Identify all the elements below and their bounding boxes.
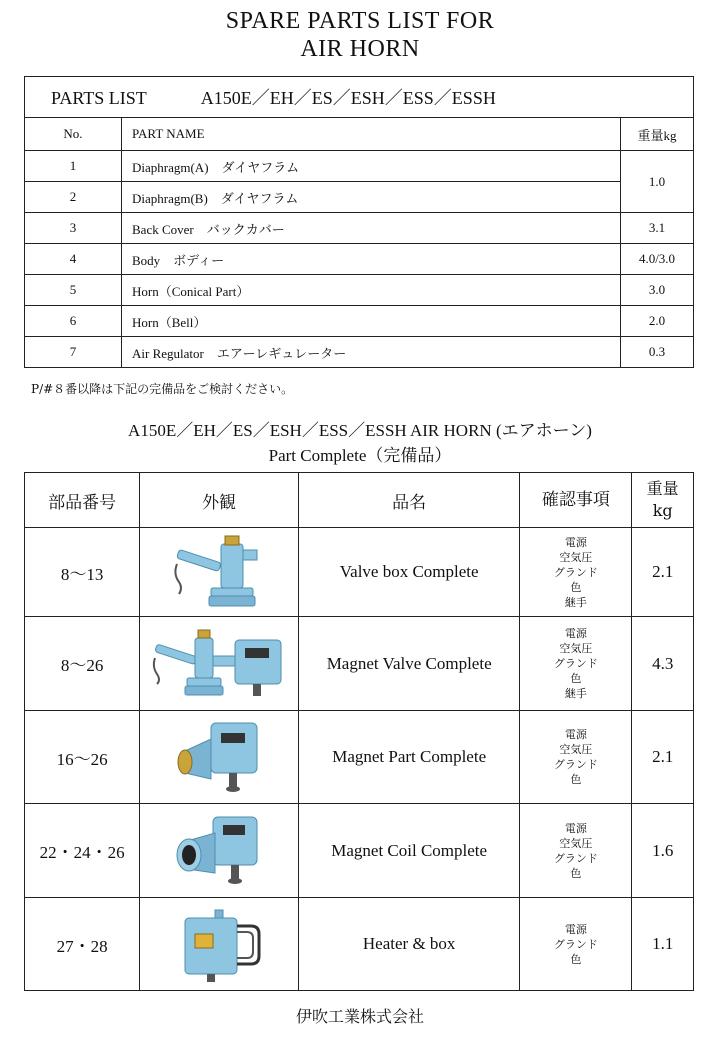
item-name: Heater & box bbox=[298, 898, 519, 991]
item-weight: 1.6 bbox=[632, 804, 694, 898]
check-item: 空気圧 bbox=[559, 836, 593, 850]
magnet-coil-image bbox=[140, 804, 299, 898]
part-no: 6 bbox=[25, 306, 122, 337]
check-item: 継手 bbox=[564, 687, 587, 700]
complete-title: A150E／EH／ES／ESH／ESS／ESSH AIR HORN (エアホーン) bbox=[128, 421, 592, 440]
item-weight: 2.1 bbox=[632, 711, 694, 804]
part-weight: 3.0 bbox=[621, 275, 694, 306]
check-items bbox=[520, 617, 632, 711]
part-number: 8〜26 bbox=[25, 617, 140, 711]
item-weight: 2.1 bbox=[632, 528, 694, 617]
valve-box-image bbox=[140, 528, 299, 617]
check-item: 色 bbox=[570, 580, 582, 594]
part-weight: 3.1 bbox=[621, 213, 694, 244]
table-row bbox=[25, 306, 694, 337]
check-items bbox=[520, 528, 632, 617]
table-row bbox=[25, 898, 694, 991]
table-row bbox=[25, 617, 694, 711]
col-item-name: 品名 bbox=[298, 473, 519, 528]
part-number: 8〜13 bbox=[25, 528, 140, 617]
check-item: 電源 bbox=[564, 627, 587, 640]
page-title-line2: AIR HORN bbox=[300, 36, 420, 62]
table-row bbox=[25, 244, 694, 275]
part-weight: 2.0 bbox=[621, 306, 694, 337]
part-number: 16〜26 bbox=[25, 711, 140, 804]
check-items bbox=[520, 711, 632, 804]
parts-list-table bbox=[24, 76, 694, 368]
part-no: 5 bbox=[25, 275, 122, 306]
part-weight: 0.3 bbox=[621, 337, 694, 368]
part-no: 4 bbox=[25, 244, 122, 275]
part-complete-table bbox=[24, 472, 694, 991]
table-row bbox=[25, 182, 694, 213]
check-item: 空気圧 bbox=[559, 550, 593, 564]
complete-subtitle: Part Complete（完備品） bbox=[268, 446, 452, 465]
item-name: Magnet Coil Complete bbox=[298, 804, 519, 898]
check-items bbox=[520, 898, 632, 991]
part-name: Air Regulator エアーレギュレーター bbox=[122, 337, 621, 368]
check-item: 空気圧 bbox=[559, 642, 593, 655]
part-name: Horn（Conical Part） bbox=[122, 275, 621, 306]
check-items bbox=[520, 804, 632, 898]
part-weight: 4.0/3.0 bbox=[621, 244, 694, 275]
item-name: Valve box Complete bbox=[298, 528, 519, 617]
part-name: Horn（Bell） bbox=[122, 306, 621, 337]
item-name: Magnet Part Complete bbox=[298, 711, 519, 804]
magnet-part-image bbox=[140, 711, 299, 804]
check-item: 電源 bbox=[564, 535, 587, 549]
check-item: 色 bbox=[570, 672, 582, 685]
parts-list-heading: PARTS LIST bbox=[51, 88, 147, 108]
table-row bbox=[25, 275, 694, 306]
part-name: Diaphragm(B) ダイヤフラム bbox=[122, 182, 621, 213]
table-row bbox=[25, 528, 694, 617]
part-no: 2 bbox=[25, 182, 122, 213]
check-item: 色 bbox=[570, 866, 582, 880]
check-item: 継手 bbox=[564, 595, 587, 609]
table-row bbox=[25, 711, 694, 804]
col-part-number: 部品番号 bbox=[25, 473, 140, 528]
part-no: 7 bbox=[25, 337, 122, 368]
item-name: Magnet Valve Complete bbox=[298, 617, 519, 711]
col-part-name: PART NAME bbox=[122, 118, 621, 151]
table-row bbox=[25, 804, 694, 898]
part-number: 27・28 bbox=[25, 898, 140, 991]
part-name: Back Cover バックカバー bbox=[122, 213, 621, 244]
check-item: グランド bbox=[553, 657, 598, 670]
col-weight: 重量kg bbox=[621, 118, 694, 151]
page-title-line1: SPARE PARTS LIST FOR bbox=[225, 8, 495, 34]
company-name: 伊吹工業株式会社 bbox=[295, 1007, 424, 1026]
table-row bbox=[25, 213, 694, 244]
col-appearance: 外観 bbox=[140, 473, 299, 528]
part-weight: 1.0 bbox=[621, 151, 694, 213]
table-row bbox=[25, 151, 694, 182]
part-name: Body ボディー bbox=[122, 244, 621, 275]
part-no: 1 bbox=[25, 151, 122, 182]
check-item: 電源 bbox=[564, 728, 587, 741]
check-item: グランド bbox=[553, 565, 598, 579]
col-check-items: 確認事項 bbox=[520, 473, 632, 528]
check-item: 色 bbox=[570, 773, 582, 786]
part-name: Diaphragm(A) ダイヤフラム bbox=[122, 151, 621, 182]
check-item: 色 bbox=[570, 952, 582, 966]
magnet-valve-image bbox=[140, 617, 299, 711]
item-weight: 1.1 bbox=[632, 898, 694, 991]
check-item: グランド bbox=[553, 851, 598, 865]
parts-list-header bbox=[25, 77, 694, 118]
note-text: P/#８番以降は下記の完備品をご検討ください。 bbox=[31, 382, 294, 396]
col-weight bbox=[632, 473, 694, 528]
table-row bbox=[25, 337, 694, 368]
check-item: 電源 bbox=[564, 821, 587, 835]
part-no: 3 bbox=[25, 213, 122, 244]
part-number: 22・24・26 bbox=[25, 804, 140, 898]
col-weight-line1: 重量 bbox=[646, 479, 679, 498]
check-item: 電源 bbox=[564, 922, 587, 936]
col-weight-line2: kg bbox=[652, 501, 673, 520]
col-no: No. bbox=[25, 118, 122, 151]
check-item: グランド bbox=[553, 937, 598, 951]
heater-box-image bbox=[140, 898, 299, 991]
check-item: グランド bbox=[553, 758, 598, 771]
item-weight: 4.3 bbox=[632, 617, 694, 711]
check-item: 空気圧 bbox=[559, 743, 593, 756]
parts-list-models: A150E／EH／ES／ESH／ESS／ESSH bbox=[200, 88, 496, 108]
